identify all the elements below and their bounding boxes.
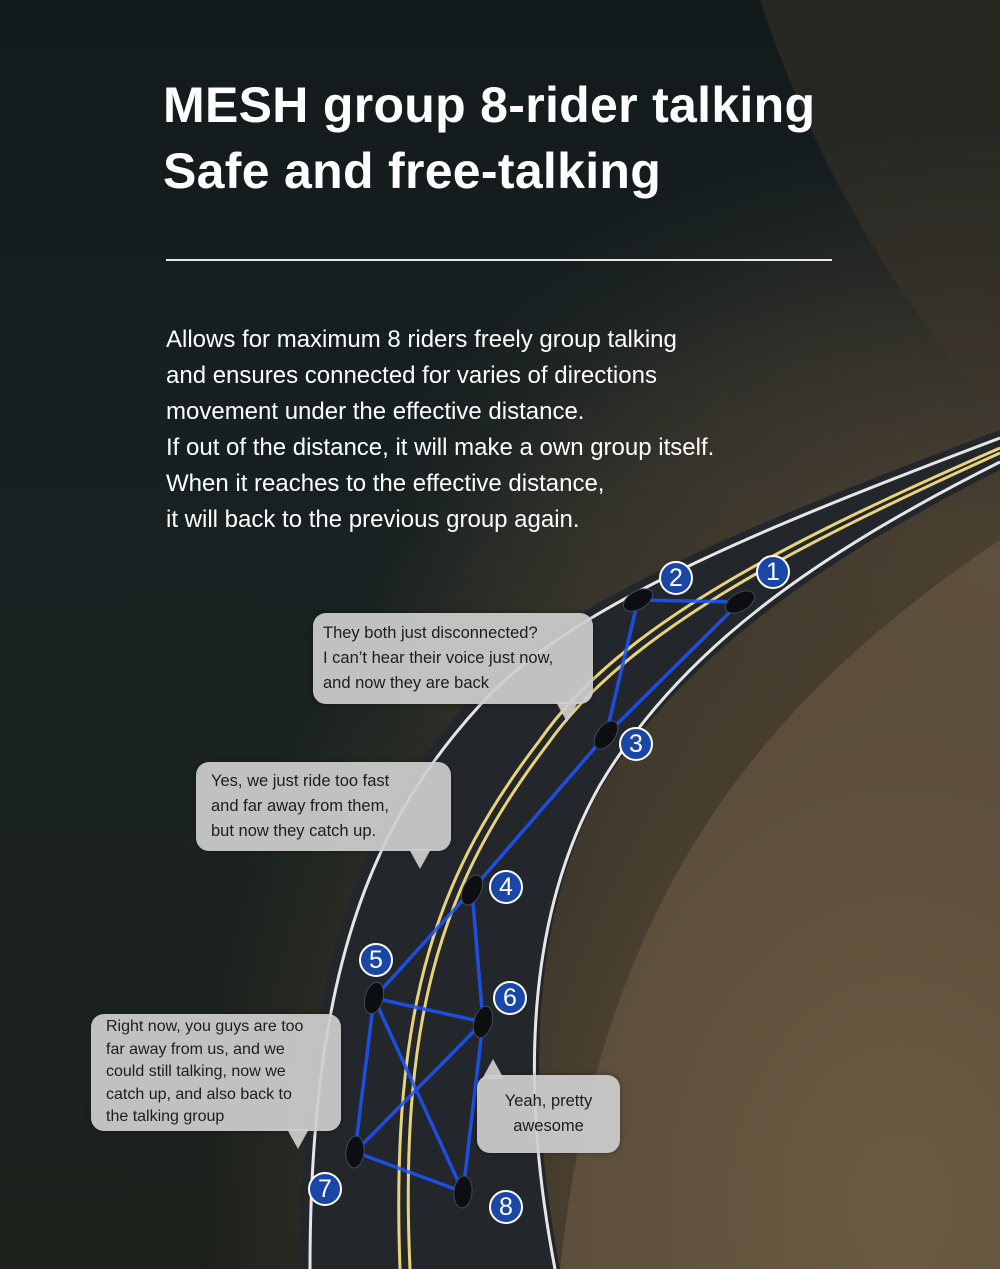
bubble-line: and far away from them, bbox=[211, 797, 389, 815]
rider-badge-2: 2 bbox=[659, 561, 693, 595]
bubble-line: They both just disconnected? bbox=[323, 624, 538, 642]
rider-badge-5: 5 bbox=[359, 943, 393, 977]
bubble-line: could still talking, now we bbox=[106, 1063, 286, 1080]
bubble-tail bbox=[556, 702, 578, 722]
bubble-tail bbox=[409, 849, 431, 869]
rider-badge-3: 3 bbox=[619, 727, 653, 761]
bubble-line: but now they catch up. bbox=[211, 822, 377, 840]
description bbox=[166, 322, 714, 538]
bubble-line: and now they are back bbox=[323, 674, 490, 692]
description-line: movement under the effective distance. bbox=[166, 398, 585, 425]
title-divider bbox=[166, 259, 832, 261]
speech-bubble-disconnected bbox=[313, 613, 593, 704]
bubble-line: Yes, we just ride too fast bbox=[211, 772, 390, 790]
rider-badge-4: 4 bbox=[489, 870, 523, 904]
rider-badge-8: 8 bbox=[489, 1190, 523, 1224]
hillside-upper bbox=[760, 0, 1000, 420]
bubble-line: Yeah, pretty bbox=[504, 1092, 593, 1110]
title-line-1: MESH group 8-rider talking bbox=[163, 77, 816, 133]
description-line: When it reaches to the effective distance, bbox=[166, 470, 605, 497]
rider-badge-6: 6 bbox=[493, 981, 527, 1015]
page-title bbox=[163, 72, 815, 204]
bubble-line: I can’t hear their voice just now, bbox=[323, 649, 554, 667]
speech-bubble-awesome bbox=[477, 1075, 620, 1153]
bubble-line: catch up, and also back to bbox=[106, 1085, 292, 1103]
description-line: If out of the distance, it will make a own group itself. bbox=[166, 434, 715, 461]
bubble-line: the talking group bbox=[106, 1108, 225, 1125]
bubble-line: Right now, you guys are too bbox=[106, 1018, 304, 1035]
bubble-line: far away from us, and we bbox=[106, 1040, 285, 1058]
speech-bubble-far-away bbox=[91, 1014, 341, 1131]
description-line: it will back to the previous group again. bbox=[166, 506, 580, 533]
description-line: Allows for maximum 8 riders freely group talking bbox=[166, 326, 677, 353]
bubble-line: awesome bbox=[513, 1117, 584, 1135]
description-line: and ensures connected for varies of directions bbox=[166, 362, 657, 389]
rider-badge-1: 1 bbox=[756, 555, 790, 589]
bubble-tail bbox=[287, 1129, 309, 1149]
title-line-2: Safe and free-talking bbox=[163, 143, 662, 199]
bubble-tail bbox=[482, 1059, 504, 1079]
rider-badge-7: 7 bbox=[308, 1172, 342, 1206]
speech-bubble-ride-fast bbox=[196, 762, 451, 851]
